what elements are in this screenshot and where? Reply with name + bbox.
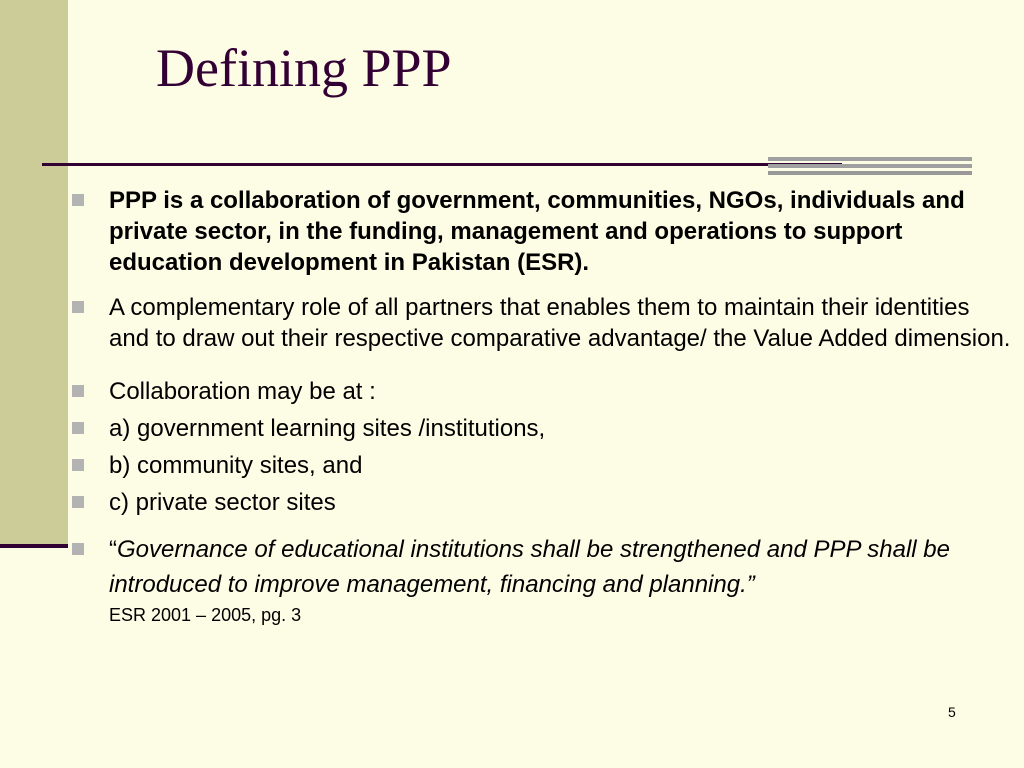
bullet-item-collaboration-levels (72, 376, 1016, 407)
square-bullet-icon (72, 496, 84, 508)
bullet-item-government-sites (72, 413, 1016, 444)
quote-open-mark: “ (109, 536, 117, 563)
quote-text: Governance of educational institutions shall be strengthened and PPP shall be introduced to improve management, financing and planning.” (109, 536, 950, 598)
accent-bar (768, 164, 972, 168)
bullet-item-community-sites (72, 450, 1016, 481)
square-bullet-icon (72, 543, 84, 555)
bullet-item-ppp-definition (72, 185, 1016, 278)
bullet-text: PPP is a collaboration of government, communities, NGOs, individuals and private sector, in the funding, management and operations to support education development in Pakistan (ESR). (109, 187, 965, 276)
divider-accent-bars (768, 157, 972, 178)
bullet-item-complementary-role (72, 292, 1016, 354)
bullet-item-private-sites (72, 487, 1016, 518)
accent-bar (768, 157, 972, 161)
quote-citation: ESR 2001 – 2005, pg. 3 (109, 605, 302, 625)
bullet-text: A complementary role of all partners that enables them to maintain their identities and to draw out their respective comparative advantage/ the Value Added dimension. (109, 294, 1011, 352)
square-bullet-icon (72, 422, 84, 434)
bullet-text: Collaboration may be at : (109, 378, 376, 405)
bullet-text: a) government learning sites /institutions, (109, 415, 546, 442)
left-sidebar-decoration (0, 0, 68, 545)
bullet-list (72, 185, 1016, 628)
slide-number: 5 (948, 704, 956, 720)
bullet-item-quote (72, 532, 1016, 628)
square-bullet-icon (72, 301, 84, 313)
square-bullet-icon (72, 459, 84, 471)
accent-bar (768, 171, 972, 175)
slide-title: Defining PPP (156, 38, 452, 98)
square-bullet-icon (72, 385, 84, 397)
bullet-text: c) private sector sites (109, 489, 336, 516)
bullet-text: b) community sites, and (109, 452, 363, 479)
title-divider (42, 163, 842, 166)
sidebar-underline (0, 544, 68, 548)
square-bullet-icon (72, 194, 84, 206)
